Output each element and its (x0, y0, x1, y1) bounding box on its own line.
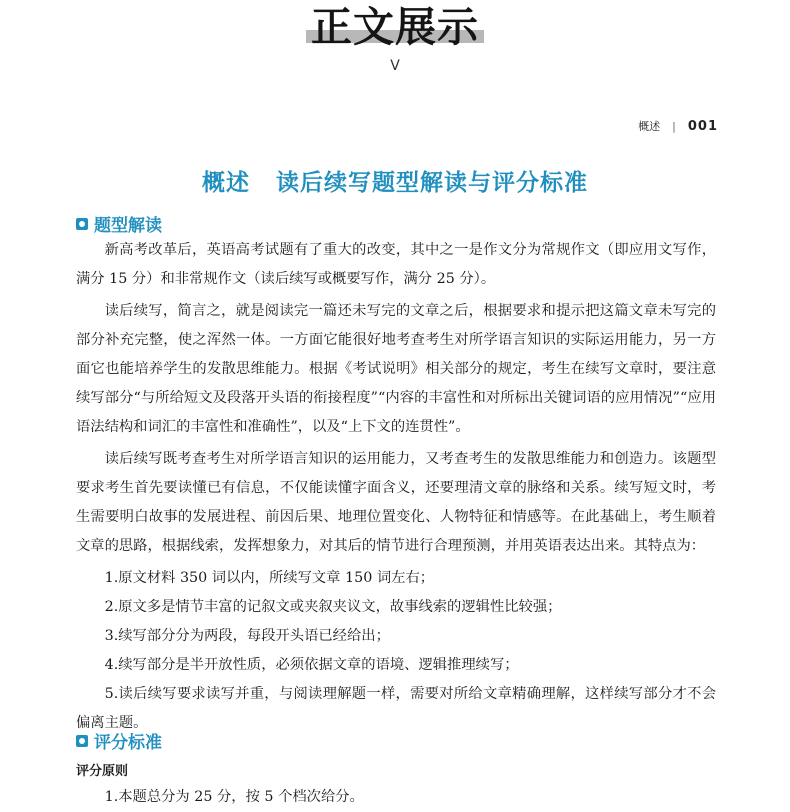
section-heading-scoring (76, 728, 162, 753)
list-item: 2.原文多是情节丰富的记叙文或夹叙夹议文，故事线索的逻辑性比较强； (104, 599, 562, 615)
scoring-principles-heading: 评分原则 (76, 764, 129, 779)
interpretation-body (76, 236, 716, 561)
section-heading-interpretation (76, 211, 162, 236)
paragraph: 读后续写，简言之，就是阅读完一篇还未写完的文章之后，根据要求和提示把这篇文章未写完的部分补充完整，使之浑然一体。一方面它能很好地考查考生对所学语言知识的实际运用能力，另一方面它也能培养学生的发散思维能力。根据《考试说明》相关部分的规定，考生在续写文章时，要注意续写部分“与所给短文及段落开头语的衔接程度”“内容的丰富性和对所标出关键词语的应用情况”“应用语法结构和词汇的丰富性和准确性”，以及“上下文的连贯性”。 (76, 303, 716, 435)
banner (0, 0, 790, 60)
list-item: 5.读后续写要求读写并重，与阅读理解题一样，需要对所给文章精确理解，这样续写部分才不会偏离主题。 (76, 686, 716, 731)
chapter-title (0, 164, 790, 197)
chapter-heading: 读后续写题型解读与评分标准 (276, 169, 588, 196)
running-head-separator: | (672, 119, 676, 133)
page-header (638, 118, 718, 134)
list-item: 3.续写部分分为两段，每段开头语已经给出； (104, 628, 390, 644)
banner-title: 正文展示 (311, 3, 479, 51)
running-head-section: 概述 (638, 120, 661, 133)
bookmark-icon (76, 218, 88, 230)
list-item: 1.本题总分为 25 分，按 5 个档次给分。 (104, 789, 364, 805)
section-heading-label: 题型解读 (94, 216, 162, 236)
list-item: 4.续写部分是半开放性质，必须依据文章的语境、逻辑推理续写； (104, 657, 519, 673)
chapter-label: 概述 (202, 169, 250, 196)
section-heading-label: 评分标准 (94, 733, 162, 753)
page-number: 001 (687, 118, 718, 134)
paragraph: 读后续写既考查考生对所学语言知识的运用能力，又考查考生的发散思维能力和创造力。该题型要求考生首先要读懂已有信息，不仅能读懂字面含义，还要理清文章的脉络和关系。续写短文时，考生需要明白故事的发展进程、前因后果、地理位置变化、人物特征和情感等。在此基础上，考生顺着文章的思路，根据线索，发挥想象力，对其后的情节进行合理预测，并用英语表达出来。其特点为： (76, 451, 716, 554)
chevron-down-icon: V (390, 58, 400, 74)
list-item: 1.原文材料 350 词以内，所续写文章 150 词左右； (104, 570, 435, 586)
paragraph: 新高考改革后，英语高考试题有了重大的改变，其中之一是作文分为常规作文（即应用文写作，满分 15 分）和非常规作文（读后续写或概要写作，满分 25 分）。 (76, 242, 716, 287)
features-list (76, 564, 716, 738)
bookmark-icon (76, 735, 88, 747)
